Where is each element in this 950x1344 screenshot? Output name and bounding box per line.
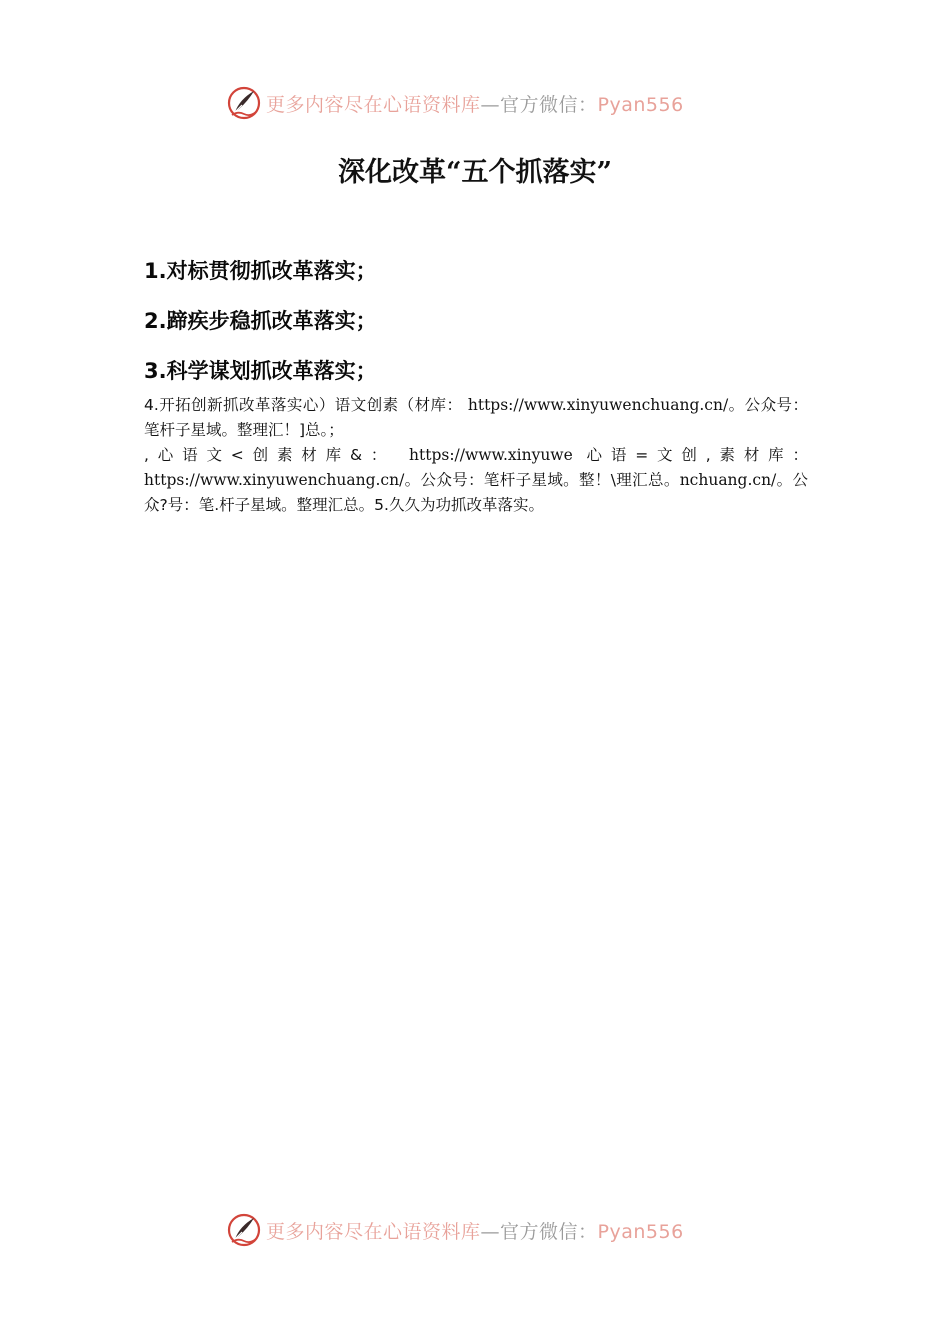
quill-logo-icon [226, 1212, 262, 1248]
paragraph-2-text-d: 。公众?号：笔.杆子星域。整理汇总。5.久久为功抓改革落实。 [144, 471, 808, 514]
footer-banner [226, 1210, 726, 1250]
banner-site-name: 更多内容尽在心语资料库 [266, 93, 481, 116]
banner-wechat-id: Pyan556 [597, 1220, 684, 1243]
paragraph-2-text-a: ,心语文<创素材库&： [144, 446, 396, 464]
banner-wechat-label: —官方微信： [480, 1220, 598, 1243]
header-banner [226, 83, 726, 123]
heading-1: 1.对标贯彻抓改革落实； [144, 259, 377, 283]
document-title: 深化改革“五个抓落实” [337, 157, 613, 188]
banner-wechat-label: —官方微信： [480, 93, 598, 116]
banner-wechat-id: Pyan556 [597, 93, 684, 116]
paragraph-1 [144, 393, 808, 443]
body-text [144, 393, 808, 518]
paragraph-2-url-c: nchuang.cn/ [679, 471, 777, 489]
heading-3: 3.科学谋划抓改革落实； [144, 359, 377, 383]
paragraph-2-url-b: https://www.xinyuwenchuang.cn/ [144, 471, 405, 489]
banner-site-name: 更多内容尽在心语资料库 [266, 1220, 481, 1243]
paragraph-2 [144, 443, 808, 518]
paragraph-1-text-b: 。公众号：笔杆子星域。整理汇！]总。； [144, 396, 808, 439]
paragraph-2-text-b: 心语=文创,素材库： [586, 446, 808, 464]
heading-2: 2.蹄疾步稳抓改革落实； [144, 309, 377, 333]
paragraph-2-url-a: https://www.xinyuwe [409, 446, 573, 464]
paragraph-2-text-c: 。公众号：笔杆子星域。整！\理汇总。 [404, 471, 680, 489]
paragraph-1-text-a: 4.开拓创新抓改革落实心）语文创素（材库： [144, 396, 463, 414]
quill-logo-icon [226, 85, 262, 121]
paragraph-1-url: https://www.xinyuwenchuang.cn/ [467, 396, 729, 414]
